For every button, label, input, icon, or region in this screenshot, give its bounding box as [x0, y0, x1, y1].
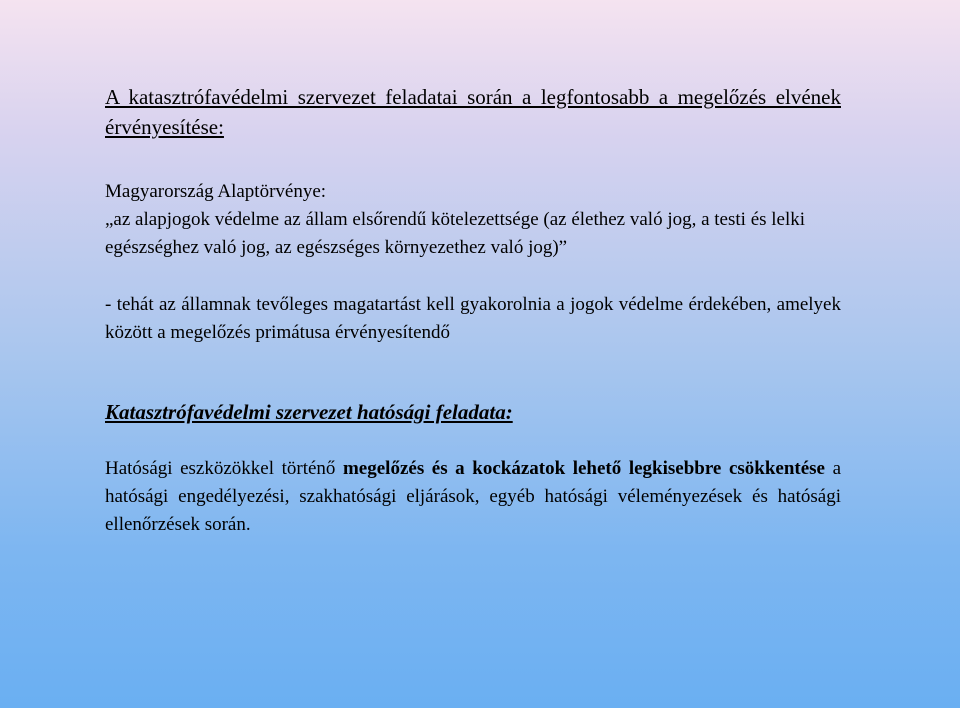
authority-text-part1: Hatósági eszközökkel történő	[105, 458, 343, 479]
constitution-heading: Magyarország Alaptörvénye:	[105, 181, 327, 202]
conclusion-paragraph: - tehát az államnak tevőleges magatartást kell gyakorolnia a jogok védelme érdekében, amelyek között a megelőzés primátusa érvényesítendő	[105, 294, 841, 343]
constitution-quote: „az alapjogok védelme az állam elsőrendű kötelezettsége (az élethez való jog, a testi és lelki egészséghez való jog, az egészséges környezethez való jog)”	[105, 209, 806, 258]
slide-content	[105, 82, 841, 539]
authority-text-emphasis: megelőzés és a kockázatok lehető legkisebbre csökkentése	[342, 458, 825, 479]
authority-text-part2: a hatósági engedélyezési, szakhatósági eljárások, egyéb hatósági véleményezések és hatósági ellenőrzések során.	[105, 458, 842, 535]
slide-title: A katasztrófavédelmi szervezet feladatai során a legfontosabb a megelőzés elvének érvényesítése:	[105, 85, 841, 139]
authority-heading: Katasztrófavédelmi szervezet hatósági feladata:	[105, 400, 513, 424]
authority-paragraph	[105, 455, 841, 539]
